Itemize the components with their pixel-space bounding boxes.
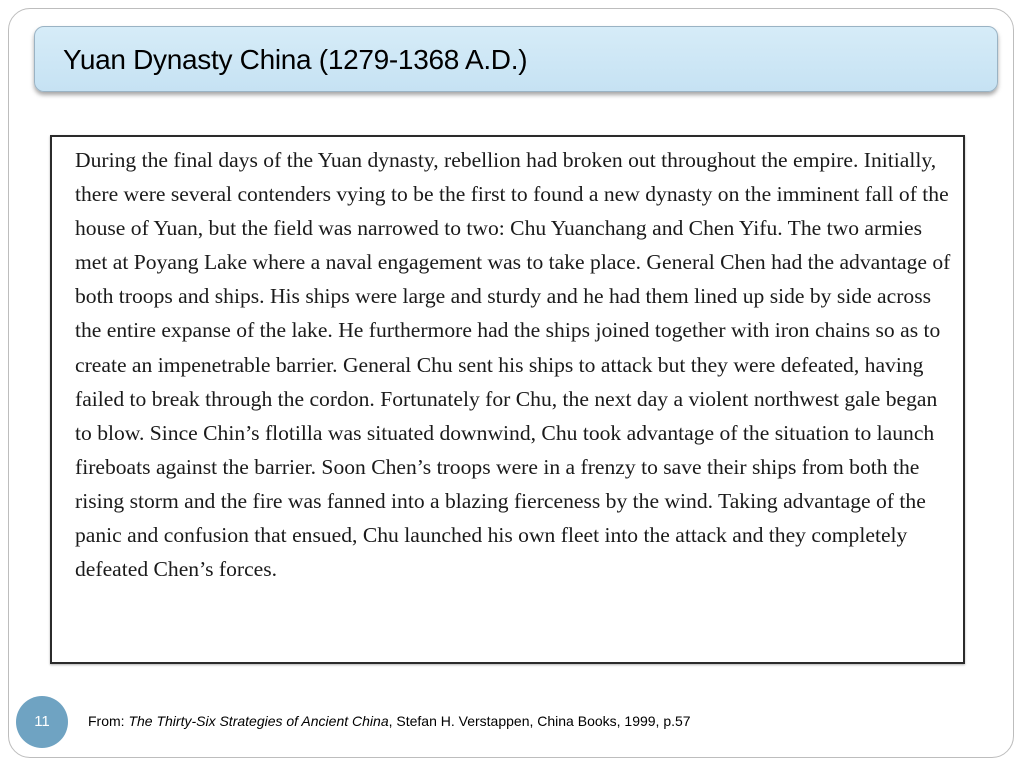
citation-details: , Stefan H. Verstappen, China Books, 1999, p.57 <box>388 713 691 729</box>
body-paragraph: During the final days of the Yuan dynasty, rebellion had broken out throughout the empire. Initially, there were several contenders vying to be the first to found a new dynasty on the imminent fall of the house of Yuan, but the field was narrowed to two: Chu Yuanchang and Chen Yifu. The two armies met at Poyang Lake where a naval engagement was to take place. General Chen had the advantage of both troops and ships. His ships were large and sturdy and he had them lined up side by side across the entire expanse of the lake. He furthermore had the ships joined together with iron chains so as to create an impenetrable barrier. General Chu sent his ships to attack but they were defeated, having failed to break through the cordon. Fortunately for Chu, the next day a violent northwest gale began to blow. Since Chin’s flotilla was situated downwind, Chu took advantage of the situation to launch fireboats against the barrier. Soon Chen’s troops were in a frenzy to save their ships from both the rising storm and the fire was fanned into a blazing fierceness by the wind. Taking advantage of the panic and confusion that ensued, Chu launched his own fleet into the attack and they completely defeated Chen’s forces. <box>75 148 951 582</box>
slide-number-badge: 11 <box>16 696 68 748</box>
citation-book-title: The Thirty-Six Strategies of Ancient China <box>128 713 389 729</box>
title-bar <box>34 26 998 92</box>
body-text-box <box>50 135 965 664</box>
citation-prefix: From: <box>88 713 129 729</box>
citation <box>88 713 691 729</box>
slide-title: Yuan Dynasty China (1279-1368 A.D.) <box>63 44 528 75</box>
